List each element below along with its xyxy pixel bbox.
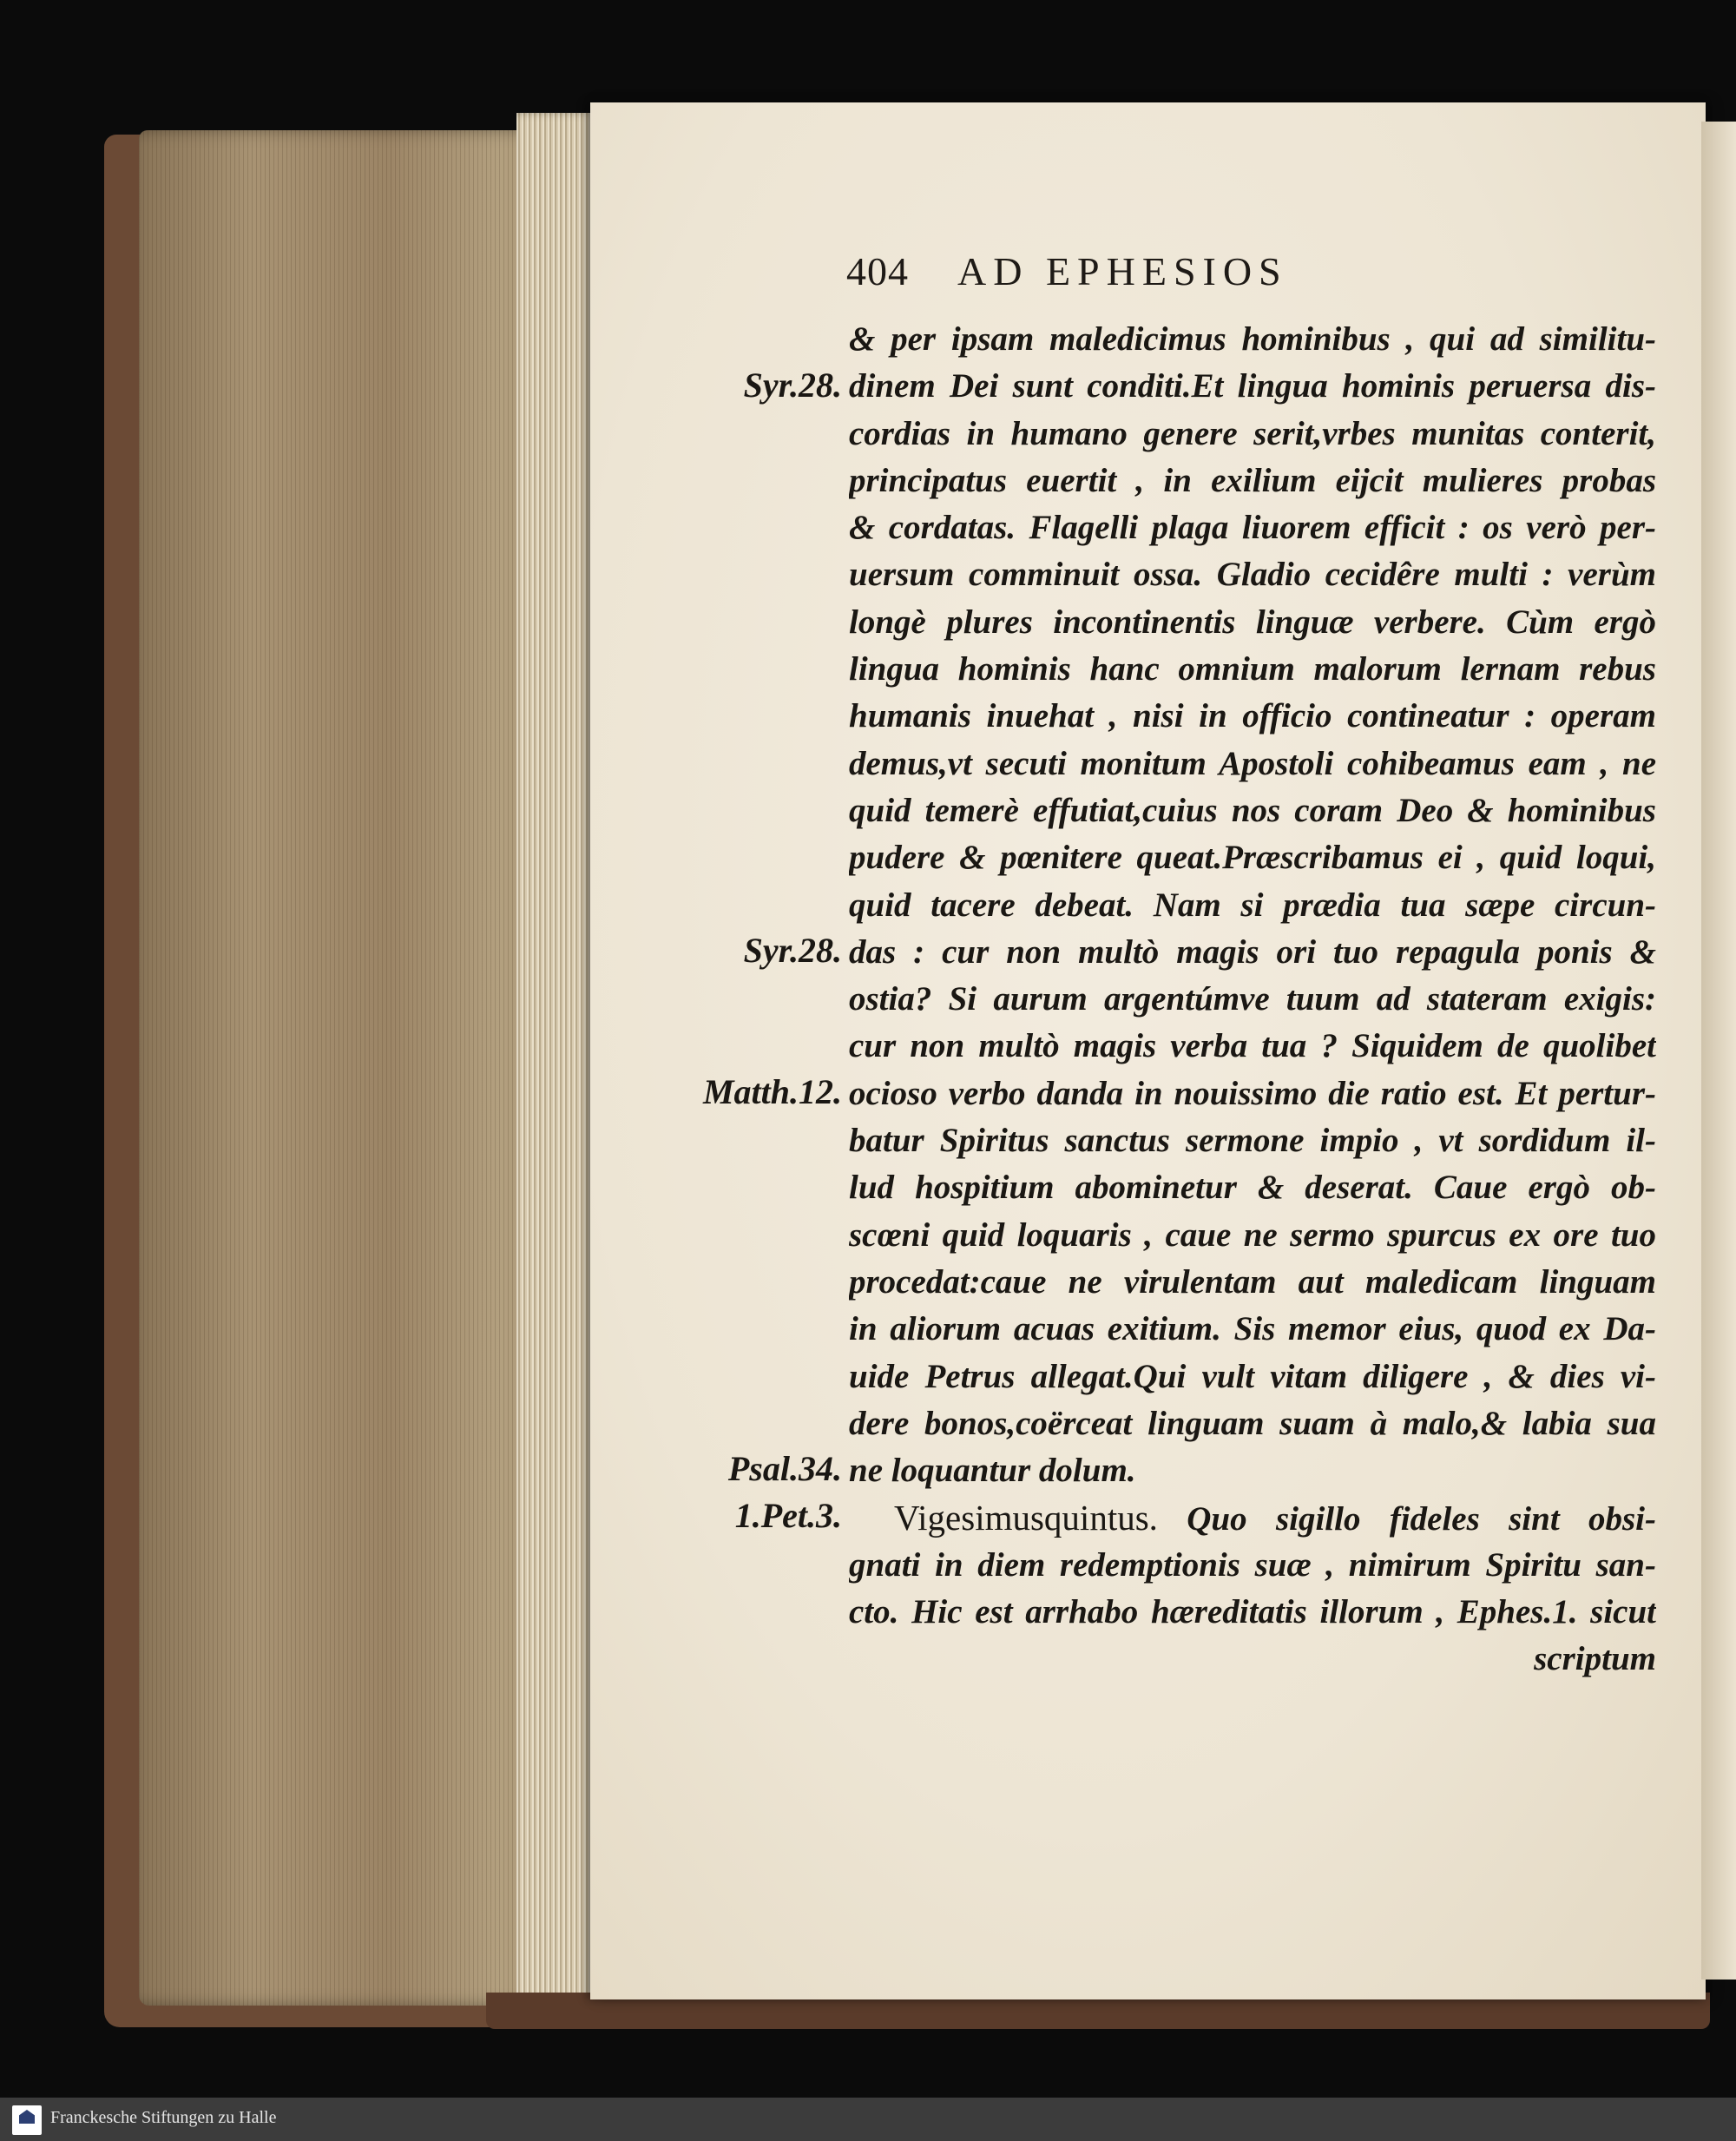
text-line: longè plures incontinentis linguæ verbere. Cùm ergò <box>849 603 1656 641</box>
text-line: quid tacere debeat. Nam si prædia tua sæpe circun- <box>849 886 1656 924</box>
margin-note: Syr.28. <box>743 931 842 970</box>
page-title: AD EPHESIOS <box>957 249 1288 293</box>
text-line: cordias in humano genere serit,vrbes munitas conterit, <box>849 414 1656 452</box>
paragraph-lead-rest: Quo sigillo fideles sint obsi- <box>1157 1500 1656 1538</box>
text-line: scœni quid loquaris , caue ne sermo spurcus ex ore tuo <box>849 1215 1656 1254</box>
facing-page-edge <box>1701 122 1736 1980</box>
text-line: dinem Dei sunt conditi.Et lingua hominis peruersa dis- <box>849 367 1656 405</box>
footer-bar <box>0 2098 1736 2141</box>
text-line: quid temerè effutiat,cuius nos coram Deo & hominibus <box>849 791 1656 829</box>
text-line: ocioso verbo danda in nouissimo die ratio est. Et pertur- <box>849 1074 1656 1112</box>
margin-note: 1.Pet.3. <box>734 1496 842 1535</box>
text-line: & per ipsam maledicimus hominibus , qui ad similitu- <box>849 320 1656 358</box>
building-icon <box>19 2110 35 2124</box>
margin-note: Syr.28. <box>743 366 842 405</box>
text-line: ne loquantur dolum. <box>849 1452 1136 1490</box>
text-line: in aliorum acuas exitium. Sis memor eius, quod ex Da- <box>849 1310 1656 1348</box>
text-line: uide Petrus allegat.Qui vult vitam diligere , & dies vi- <box>849 1357 1656 1395</box>
catchword: scriptum <box>1534 1640 1656 1678</box>
margin-note: Psal.34. <box>727 1449 842 1488</box>
institution-logo <box>12 2105 42 2135</box>
fore-edge <box>516 113 595 2014</box>
margin-note: Matth.12. <box>702 1072 842 1111</box>
text-line: principatus euertit , in exilium eijcit mulieres probas <box>849 461 1656 499</box>
running-head <box>846 248 1288 300</box>
text-line: cur non multò magis verba tua ? Siquidem de quolibet <box>849 1027 1656 1065</box>
text-line: uersum comminuit ossa. Gladio cecidêre multi : verùm <box>849 556 1656 594</box>
body-text <box>849 316 1656 1683</box>
text-line: dere bonos,coërceat linguam suam à malo,& labia sua <box>849 1404 1656 1442</box>
text-line: batur Spiritus sanctus sermone impio , vt sordidum il- <box>849 1122 1656 1160</box>
text-line: demus,vt secuti monitum Apostoli cohibeamus eam , ne <box>849 744 1656 782</box>
text-line: gnati in diem redemptionis suæ , nimirum Spiritu san- <box>849 1545 1656 1584</box>
text-line: cto. Hic est arrhabo hæreditatis illorum , Ephes.1. sicut <box>849 1593 1656 1631</box>
page-number: 404 <box>846 249 909 293</box>
text-line: das : cur non multò magis ori tuo repagula ponis & <box>849 932 1656 971</box>
text-line: humanis inuehat , nisi in officio contineatur : operam <box>849 697 1656 735</box>
text-line: ostia? Si aurum argentúmve tuum ad stateram exigis: <box>849 980 1656 1018</box>
paragraph-start-line <box>849 1494 1656 1541</box>
text-line: lud hospitium abominetur & deserat. Caue ergò ob- <box>849 1169 1656 1207</box>
paragraph-lead: Vigesimusquintus. <box>894 1498 1158 1538</box>
text-line: lingua hominis hanc omnium malorum lernam rebus <box>849 650 1656 688</box>
institution-name: Franckesche Stiftungen zu Halle <box>50 2108 277 2127</box>
text-line: procedat:caue ne virulentam aut maledicam linguam <box>849 1262 1656 1301</box>
text-line: & cordatas. Flagelli plaga liuorem efficit : os verò per- <box>849 509 1656 547</box>
text-line: pudere & pœnitere queat.Præscribamus ei , quid loqui, <box>849 839 1656 877</box>
